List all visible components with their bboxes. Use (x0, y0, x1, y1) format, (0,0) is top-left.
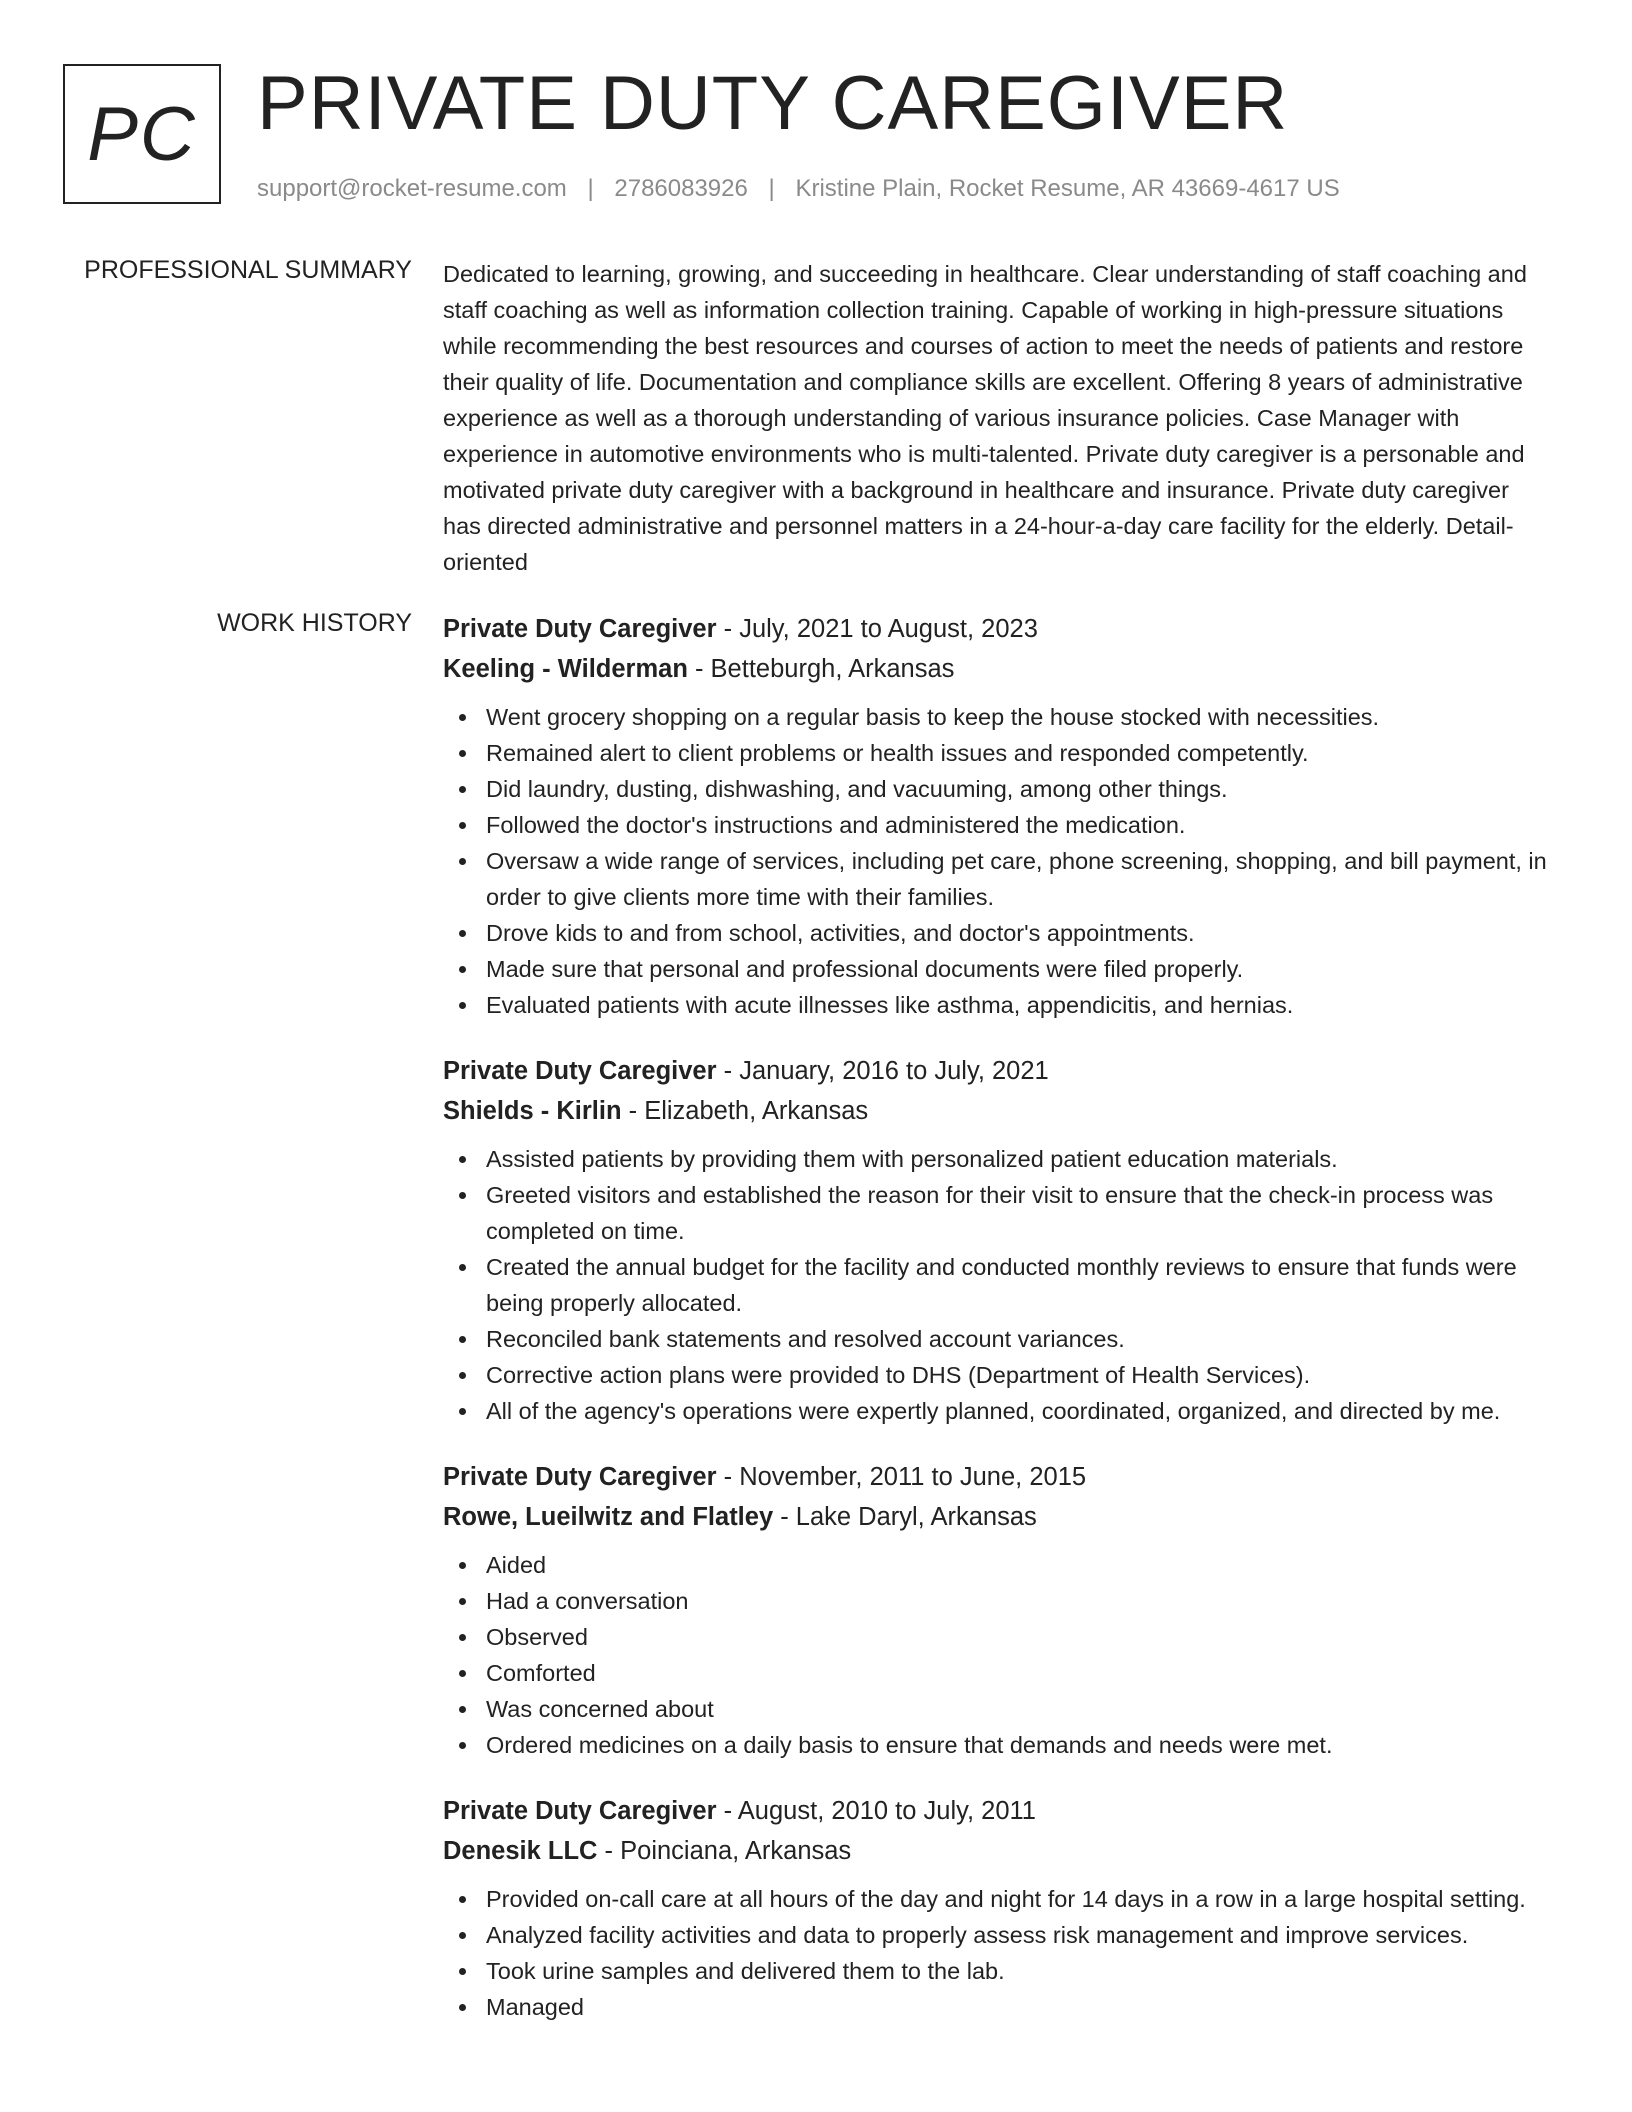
job-company-line (443, 1831, 1553, 1871)
duty-item: Had a conversation (486, 1583, 1553, 1619)
job-company: Rowe, Lueilwitz and Flatley (443, 1503, 774, 1531)
duty-item: Drove kids to and from school, activities, and doctor's appointments. (486, 915, 1553, 951)
monogram-logo: PC (63, 64, 221, 204)
section-heading: WORK HISTORY (217, 609, 412, 637)
job-duties-list (443, 1141, 1553, 1429)
resume-header (63, 61, 1583, 214)
duty-item: Went grocery shopping on a regular basis to keep the house stocked with necessities. (486, 699, 1553, 735)
job-duties-list (443, 1881, 1553, 2025)
duty-item: Provided on-call care at all hours of the day and night for 14 days in a row in a large hospital setting. (486, 1881, 1553, 1917)
job-dates: - November, 2011 to June, 2015 (716, 1463, 1087, 1491)
job-company: Shields - Kirlin (443, 1097, 622, 1125)
resume-title: PRIVATE DUTY CAREGIVER (257, 61, 1289, 146)
job-company-line (443, 649, 1553, 689)
duty-item: All of the agency's operations were expertly planned, coordinated, organized, and directed by me. (486, 1393, 1553, 1429)
duty-item: Corrective action plans were provided to DHS (Department of Health Services). (486, 1357, 1553, 1393)
duty-item: Managed (486, 1989, 1553, 2025)
job-dates: - January, 2016 to July, 2021 (716, 1057, 1049, 1085)
job-company: Keeling - Wilderman (443, 655, 688, 683)
contact-separator: | (768, 175, 775, 202)
duty-item: Made sure that personal and professional documents were filed properly. (486, 951, 1553, 987)
job-company: Denesik LLC (443, 1837, 598, 1865)
duty-item: Aided (486, 1547, 1553, 1583)
duty-item: Comforted (486, 1655, 1553, 1691)
duty-item: Reconciled bank statements and resolved account variances. (486, 1321, 1553, 1357)
job-dates: - July, 2021 to August, 2023 (716, 615, 1038, 643)
job-entry (443, 1457, 1553, 1763)
job-entry (443, 609, 1553, 1023)
duty-item: Analyzed facility activities and data to properly assess risk management and improve services. (486, 1917, 1553, 1953)
job-duties-list (443, 699, 1553, 1023)
duty-item: Followed the doctor's instructions and administered the medication. (486, 807, 1553, 843)
job-location: - Poinciana, Arkansas (597, 1837, 852, 1865)
job-title-line (443, 1051, 1553, 1091)
job-title-line (443, 1457, 1553, 1497)
duty-item: Took urine samples and delivered them to the lab. (486, 1953, 1553, 1989)
job-title: Private Duty Caregiver (443, 615, 717, 643)
contact-address: Kristine Plain, Rocket Resume, AR 43669-4617 US (795, 175, 1340, 202)
duty-item: Remained alert to client problems or health issues and responded competently. (486, 735, 1553, 771)
duty-item: Assisted patients by providing them with personalized patient education materials. (486, 1141, 1553, 1177)
section-heading: PROFESSIONAL SUMMARY (84, 256, 412, 284)
job-title: Private Duty Caregiver (443, 1463, 717, 1491)
contact-email: support@rocket-resume.com (257, 175, 567, 202)
job-entry (443, 1051, 1553, 1429)
duty-item: Was concerned about (486, 1691, 1553, 1727)
job-location: - Elizabeth, Arkansas (621, 1097, 869, 1125)
duty-item: Observed (486, 1619, 1553, 1655)
contact-phone: 2786083926 (614, 175, 748, 202)
job-title: Private Duty Caregiver (443, 1057, 717, 1085)
duty-item: Greeted visitors and established the reason for their visit to ensure that the check-in process was completed on time. (486, 1177, 1553, 1249)
contact-separator: | (587, 175, 594, 202)
duty-item: Ordered medicines on a daily basis to ensure that demands and needs were met. (486, 1727, 1553, 1763)
job-duties-list (443, 1547, 1553, 1763)
work-history-body (443, 609, 1553, 2053)
job-location: - Betteburgh, Arkansas (687, 655, 955, 683)
job-entry (443, 1791, 1553, 2025)
job-title: Private Duty Caregiver (443, 1797, 717, 1825)
job-title-line (443, 1791, 1553, 1831)
duty-item: Oversaw a wide range of services, including pet care, phone screening, shopping, and bill payment, in order to give clients more time with their families. (486, 843, 1553, 915)
duty-item: Did laundry, dusting, dishwashing, and vacuuming, among other things. (486, 771, 1553, 807)
summary-body (443, 256, 1553, 580)
summary-text: Dedicated to learning, growing, and succeeding in healthcare. Clear understanding of staff coaching and staff coaching as well as information collection training. Capable of working in high-pressure situations while recommending the best resources and courses of action to meet the needs of patients and restore their quality of life. Documentation and compliance skills are excellent. Offering 8 years of administrative experience as well as a thorough understanding of various insurance policies. Case Manager with experience in automotive environments who is multi-talented. Private duty caregiver is a personable and motivated private duty caregiver with a background in healthcare and insurance. Private duty caregiver has directed administrative and personnel matters in a 24-hour-a-day care facility for the elderly. Detail-oriented (443, 261, 1527, 575)
job-dates: - August, 2010 to July, 2011 (716, 1797, 1036, 1825)
job-title-line (443, 609, 1553, 649)
duty-item: Created the annual budget for the facility and conducted monthly reviews to ensure that funds were being properly allocated. (486, 1249, 1553, 1321)
duty-item: Evaluated patients with acute illnesses like asthma, appendicitis, and hernias. (486, 987, 1553, 1023)
job-location: - Lake Daryl, Arkansas (773, 1503, 1037, 1531)
job-company-line (443, 1091, 1553, 1131)
job-company-line (443, 1497, 1553, 1537)
contact-line (257, 175, 1340, 203)
